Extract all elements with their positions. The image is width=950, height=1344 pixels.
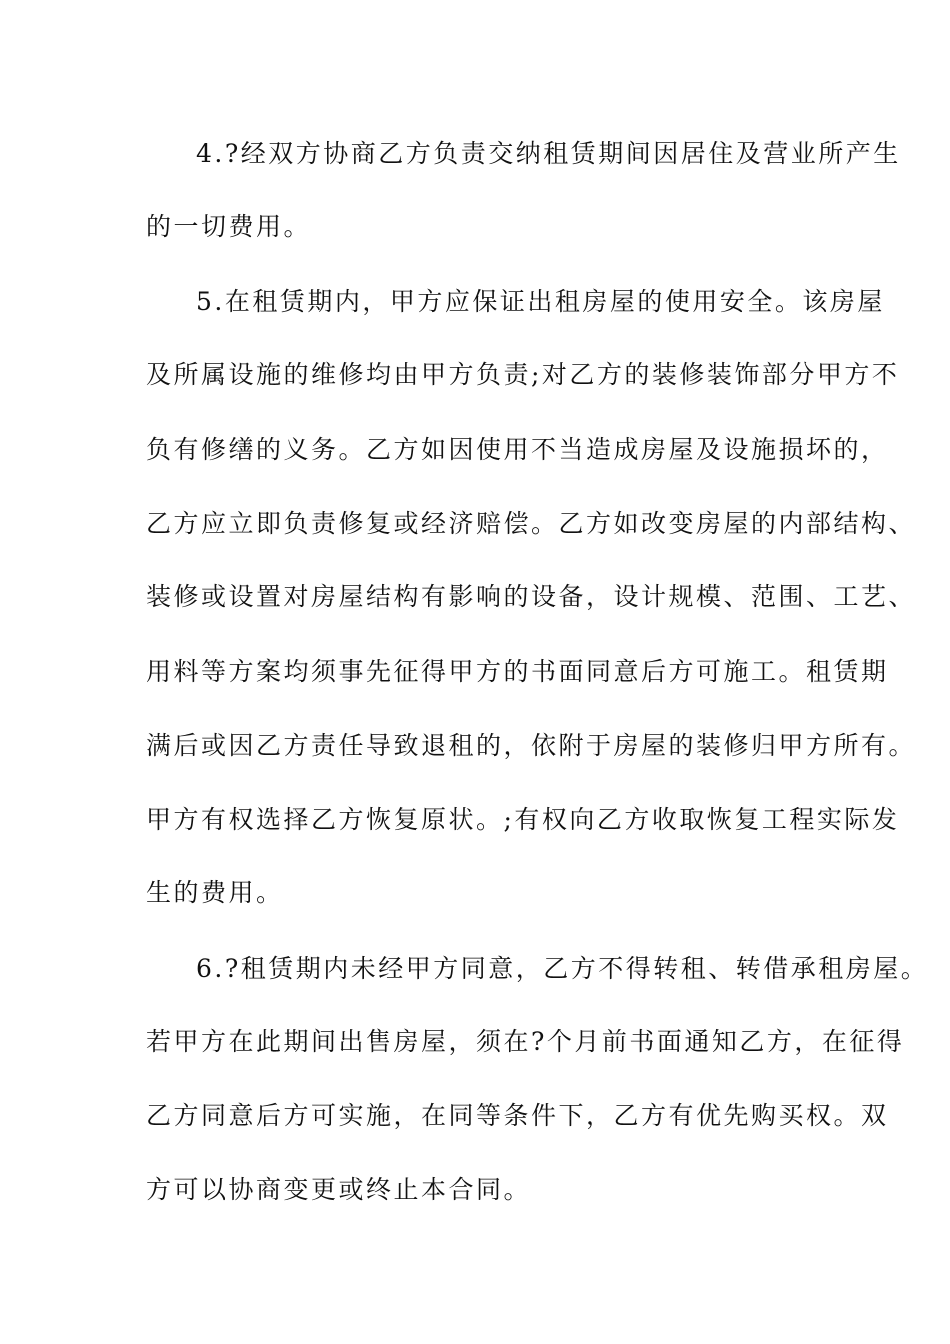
text-line: 若甲方在此期间出售房屋，须在?个月前书面通知乙方，在征得 <box>146 1027 905 1056</box>
text-line: 5.在租赁期内，甲方应保证出租房屋的使用安全。该房屋 <box>196 287 885 316</box>
text-line: 装修或设置对房屋结构有影响的设备，设计规模、范围、工艺、 <box>146 582 917 611</box>
text-line: 4.?经双方协商乙方负责交纳租赁期间因居住及营业所产生 <box>196 139 901 168</box>
text-line: 生的费用。 <box>146 878 284 907</box>
text-line: 及所属设施的维修均由甲方负责;对乙方的装修装饰部分甲方不 <box>146 360 900 389</box>
text-line: 乙方应立即负责修复或经济赔偿。乙方如改变房屋的内部结构、 <box>146 509 917 538</box>
text-line: 的一切费用。 <box>146 212 312 241</box>
text-line: 6.?租赁期内未经甲方同意，乙方不得转租、转借承租房屋。 <box>196 954 929 983</box>
text-line: 用料等方案均须事先征得甲方的书面同意后方可施工。租赁期 <box>146 657 889 686</box>
text-line: 甲方有权选择乙方恢复原状。;有权向乙方收取恢复工程实际发 <box>146 805 900 834</box>
text-line: 满后或因乙方责任导致退租的，依附于房屋的装修归甲方所有。 <box>146 731 917 760</box>
text-line: 方可以协商变更或终止本合同。 <box>146 1175 532 1204</box>
text-line: 乙方同意后方可实施，在同等条件下，乙方有优先购买权。双 <box>146 1101 889 1130</box>
text-line: 负有修缮的义务。乙方如因使用不当造成房屋及设施损坏的， <box>146 435 889 464</box>
